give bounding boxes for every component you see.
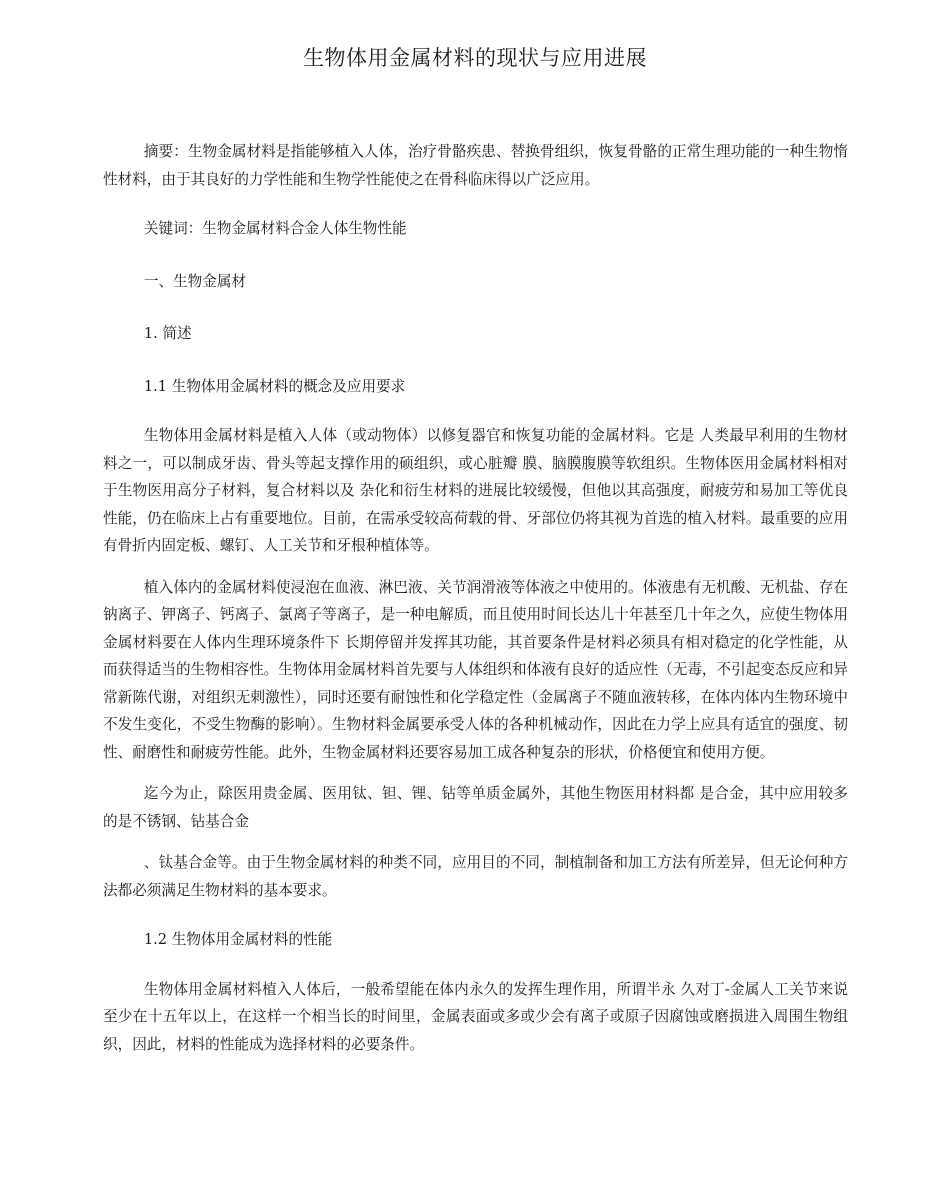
- subsection-heading-1: 1. 简述: [143, 325, 192, 342]
- body-paragraph-1: 生物体用金属材料是植入人体（或动物体）以修复器官和恢复功能的金属材料。它是 人类最早利用的生物材料之一，可以制成牙齿、骨头等起支撑作用的硕组织，或心脏瓣 膜、脑膜腹膜等软组织。生物体医用金属材料相对于生物医用高分子材料，复合材料以及 杂化和衍生材料的进展比较缓慢，但他以其高强度，耐疲劳和易加工等优良性能，仍在临床上占有重要地位。目前，在需承受较高荷载的骨、牙部位仍将其视为首选的植入材料。最重要的应用有骨折内固定板、螺钉、人工关节和牙根种植体等。: [103, 427, 848, 554]
- section-heading-1: 一、生物金属材: [143, 272, 247, 290]
- body-paragraph-4: 、钛基合金等。由于生物金属材料的种类不同，应用目的不同，制植制备和加工方法有所差异，但无论何种方法都必须满足生物材料的基本要求。: [103, 854, 848, 899]
- body-paragraph-2: 植入体内的金属材料使浸泡在血液、淋巴液、关节润滑液等体液之中使用的。体液患有无机酸、无机盐、存在钠离子、钾离子、钙离子、氯离子等离子，是一种电解质，而且使用时间长达儿十年甚至几十年之久，应使生物体用金属材料要在人体内生理环境条件下 长期停留并发挥其功能，其首要条件是材料必须具有相对稳定的化学性能，从而获得适当的生物相容性。生物体用金属材料首先要与人体组织和体液有良好的适应性（无毒，不引起变态反应和异常新陈代谢，对组织无剌激性），同时还要有耐蚀性和化学稳定性（金属离子不随血液转移，在体内体内生物环境中不发生变化，不受生物酶的影响）。生物材料金属要承受人体的各种机械动作，因此在力学上应具有适宜的强度、韧性、耐磨性和耐疲劳性能。此外，生物金属材料还要容易加工成各种复杂的形状，价格便宜和使用方便。: [103, 578, 848, 761]
- body-paragraph-5: 生物体用金属材料植入人体后，一般希望能在体内永久的发挥生理作用，所谓半永 久对丁-金属人工关节来说至少在十五年以上，在这样一个相当长的时间里，金属表面或多或少会有离子或原子因腐蚀或磨损进入周围生物组织，因此，材料的性能成为选择材料的必要条件。: [103, 980, 848, 1053]
- body-paragraph-3: 迄今为止，除医用贵金属、医用钛、钽、锂、钻等单质金属外，其他生物医用材料都 是合金，其中应用较多的是不锈钢、钻基合金: [103, 785, 848, 830]
- abstract-paragraph: 摘要：生物金属材料是指能够植入人体，治疗骨骼疾患、替换骨组织，恢复骨骼的正常生理功能的一种生物惰性材料，由于其良好的力学性能和生物学性能使之在骨科临床得以广泛应用。: [103, 143, 848, 188]
- document-title: 生物体用金属材料的现状与应用进展: [303, 46, 647, 70]
- subsection-heading-1-1: 1.1 生物体用金属材料的概念及应用要求: [143, 377, 406, 395]
- document-body: [103, 138, 848, 1058]
- keywords-line: 关键词：生物金属材料合金人体生物性能: [143, 220, 407, 237]
- subsection-heading-1-2: 1.2 生物体用金属材料的性能: [143, 931, 333, 948]
